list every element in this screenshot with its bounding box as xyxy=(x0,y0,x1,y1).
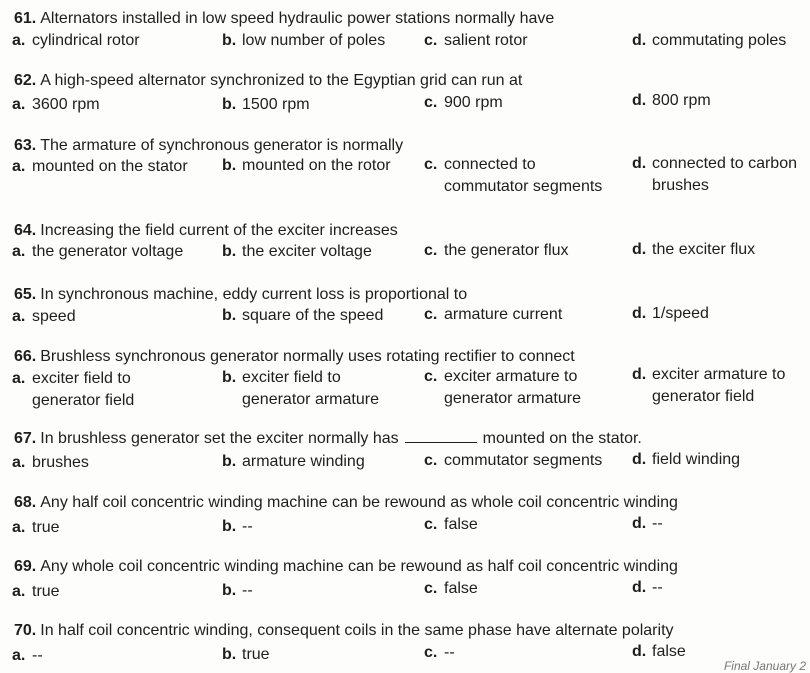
option-text: -- xyxy=(444,644,455,661)
option-text: -- xyxy=(652,579,663,596)
question-text: Any half coil concentric winding machine can be rewound as whole coil concentric winding xyxy=(40,494,678,511)
option-letter: b. xyxy=(222,157,237,174)
option-text: -- xyxy=(242,582,253,599)
option-letter: b. xyxy=(222,518,237,535)
option-a xyxy=(12,94,100,116)
option-letter: a. xyxy=(12,647,26,664)
option-a xyxy=(12,368,134,412)
option-text: exciter field to generator field xyxy=(32,370,135,409)
option-text: -- xyxy=(32,647,43,664)
option-letter: d. xyxy=(632,366,647,383)
option-text: salient rotor xyxy=(444,32,528,49)
option-letter: d. xyxy=(632,579,647,596)
option-text: the exciter voltage xyxy=(242,243,372,260)
option-text: true xyxy=(32,583,60,600)
option-b xyxy=(222,644,270,666)
option-text: connected to carbon brushes xyxy=(652,155,797,194)
option-text: exciter armature to generator field xyxy=(652,366,786,405)
question-stem xyxy=(14,10,554,28)
option-a xyxy=(12,581,60,603)
option-d xyxy=(632,90,711,112)
option-letter: b. xyxy=(222,32,237,49)
option-text: cylindrical rotor xyxy=(32,32,140,49)
question-text: In brushless generator set the exciter normally has xyxy=(40,430,399,447)
option-b xyxy=(222,451,365,473)
question-number: 63. xyxy=(14,137,37,154)
option-b xyxy=(222,305,383,327)
question-text: The armature of synchronous generator is normally xyxy=(40,137,404,154)
question-number: 64. xyxy=(14,222,37,239)
option-c xyxy=(424,366,581,410)
question-stem xyxy=(14,286,467,304)
option-text: the generator flux xyxy=(444,242,569,259)
option-letter: a. xyxy=(12,96,26,113)
option-text: 3600 rpm xyxy=(32,96,100,113)
option-text: mounted on the rotor xyxy=(242,157,391,174)
question-stem xyxy=(14,494,678,512)
option-c xyxy=(424,578,478,600)
option-letter: a. xyxy=(12,370,26,387)
option-c xyxy=(424,240,569,262)
option-letter: c. xyxy=(424,516,438,533)
option-letter: b. xyxy=(222,96,237,113)
option-text: 1/speed xyxy=(652,305,709,322)
option-letter: c. xyxy=(424,156,438,173)
option-letter: b. xyxy=(222,243,237,260)
option-text: true xyxy=(242,646,270,663)
question-number: 67. xyxy=(14,430,37,447)
option-letter: d. xyxy=(632,451,647,468)
question-text: Increasing the field current of the exciter increases xyxy=(40,222,398,239)
question-number: 65. xyxy=(14,286,37,303)
option-d xyxy=(632,239,755,261)
option-text: exciter armature to generator armature xyxy=(444,368,581,407)
option-letter: a. xyxy=(12,158,26,175)
question-number: 68. xyxy=(14,494,37,511)
option-letter: d. xyxy=(632,515,647,532)
option-c xyxy=(424,30,528,52)
option-a xyxy=(12,241,183,263)
option-letter: a. xyxy=(12,583,26,600)
option-letter: c. xyxy=(424,644,438,661)
option-letter: a. xyxy=(12,519,26,536)
option-letter: d. xyxy=(632,643,647,660)
option-d xyxy=(632,303,709,325)
option-letter: b. xyxy=(222,369,237,386)
option-letter: c. xyxy=(424,306,438,323)
option-c xyxy=(424,304,562,326)
option-text: -- xyxy=(242,518,253,535)
option-text: false xyxy=(444,516,478,533)
option-letter: b. xyxy=(222,646,237,663)
option-text: square of the speed xyxy=(242,307,384,324)
option-d xyxy=(632,153,797,197)
option-text: armature current xyxy=(444,306,563,323)
option-text: mounted on the stator xyxy=(32,158,188,175)
option-text: field winding xyxy=(652,451,741,468)
option-d xyxy=(632,364,785,408)
option-letter: a. xyxy=(12,454,26,471)
answer-blank xyxy=(405,430,477,443)
option-letter: c. xyxy=(424,94,438,111)
option-d xyxy=(632,30,786,52)
option-letter: b. xyxy=(222,453,237,470)
option-d xyxy=(632,577,663,599)
question-text: Any whole coil concentric winding machine can be rewound as half coil concentric winding xyxy=(40,558,678,575)
option-c xyxy=(424,642,455,664)
option-b xyxy=(222,516,253,538)
option-d xyxy=(632,449,740,471)
option-b xyxy=(222,94,310,116)
option-c xyxy=(424,450,602,472)
option-d xyxy=(632,513,663,535)
option-text: brushes xyxy=(32,454,89,471)
option-letter: d. xyxy=(632,305,647,322)
option-b xyxy=(222,367,379,411)
option-text: commutator segments xyxy=(444,452,603,469)
option-d xyxy=(632,641,686,663)
question-stem xyxy=(14,222,398,240)
option-b xyxy=(222,30,385,52)
option-text: connected to commutator segments xyxy=(444,156,603,195)
option-text: the exciter flux xyxy=(652,241,756,258)
option-letter: d. xyxy=(632,241,647,258)
option-a xyxy=(12,156,188,178)
option-a xyxy=(12,517,60,539)
option-a xyxy=(12,30,140,52)
question-text: Brushless synchronous generator normally uses rotating rectifier to connect xyxy=(40,348,575,365)
option-text: 900 rpm xyxy=(444,94,503,111)
option-letter: a. xyxy=(12,32,26,49)
question-stem xyxy=(14,348,575,366)
option-b xyxy=(222,241,372,263)
question-text: Alternators installed in low speed hydraulic power stations normally have xyxy=(40,10,555,27)
option-c xyxy=(424,514,478,536)
option-c xyxy=(424,92,503,114)
question-number: 69. xyxy=(14,558,37,575)
question-stem xyxy=(14,137,403,155)
option-b xyxy=(222,155,391,177)
option-letter: d. xyxy=(632,32,647,49)
option-a xyxy=(12,645,43,667)
question-number: 62. xyxy=(14,72,37,89)
option-text: the generator voltage xyxy=(32,243,184,260)
question-number: 61. xyxy=(14,10,37,27)
option-letter: a. xyxy=(12,243,26,260)
option-letter: d. xyxy=(632,92,647,109)
question-text: In synchronous machine, eddy current loss is proportional to xyxy=(40,286,468,303)
option-text: -- xyxy=(652,515,663,532)
option-text: false xyxy=(652,643,686,660)
page-footer: Final January 2 xyxy=(723,659,806,673)
option-letter: c. xyxy=(424,452,438,469)
option-letter: c. xyxy=(424,242,438,259)
question-text: In half coil concentric winding, consequent coils in the same phase have alternate polarity xyxy=(40,622,674,639)
option-c xyxy=(424,154,602,198)
option-letter: b. xyxy=(222,307,237,324)
option-text: 1500 rpm xyxy=(242,96,310,113)
question-stem xyxy=(14,430,642,448)
question-number: 70. xyxy=(14,622,37,639)
option-b xyxy=(222,580,253,602)
question-text-after: mounted on the stator. xyxy=(482,430,642,447)
question-number: 66. xyxy=(14,348,37,365)
option-letter: c. xyxy=(424,32,438,49)
option-letter: d. xyxy=(632,155,647,172)
question-stem xyxy=(14,558,678,576)
option-text: 800 rpm xyxy=(652,92,711,109)
question-text: A high-speed alternator synchronized to the Egyptian grid can run at xyxy=(40,72,523,89)
option-letter: b. xyxy=(222,582,237,599)
option-text: speed xyxy=(32,308,76,325)
option-text: true xyxy=(32,519,60,536)
option-a xyxy=(12,306,76,328)
option-letter: c. xyxy=(424,580,438,597)
question-stem xyxy=(14,72,522,90)
option-text: commutating poles xyxy=(652,32,787,49)
question-stem xyxy=(14,622,674,640)
option-a xyxy=(12,452,89,474)
option-text: false xyxy=(444,580,478,597)
option-letter: c. xyxy=(424,368,438,385)
option-text: armature winding xyxy=(242,453,365,470)
option-letter: a. xyxy=(12,308,26,325)
option-text: exciter field to generator armature xyxy=(242,369,379,408)
option-text: low number of poles xyxy=(242,32,386,49)
